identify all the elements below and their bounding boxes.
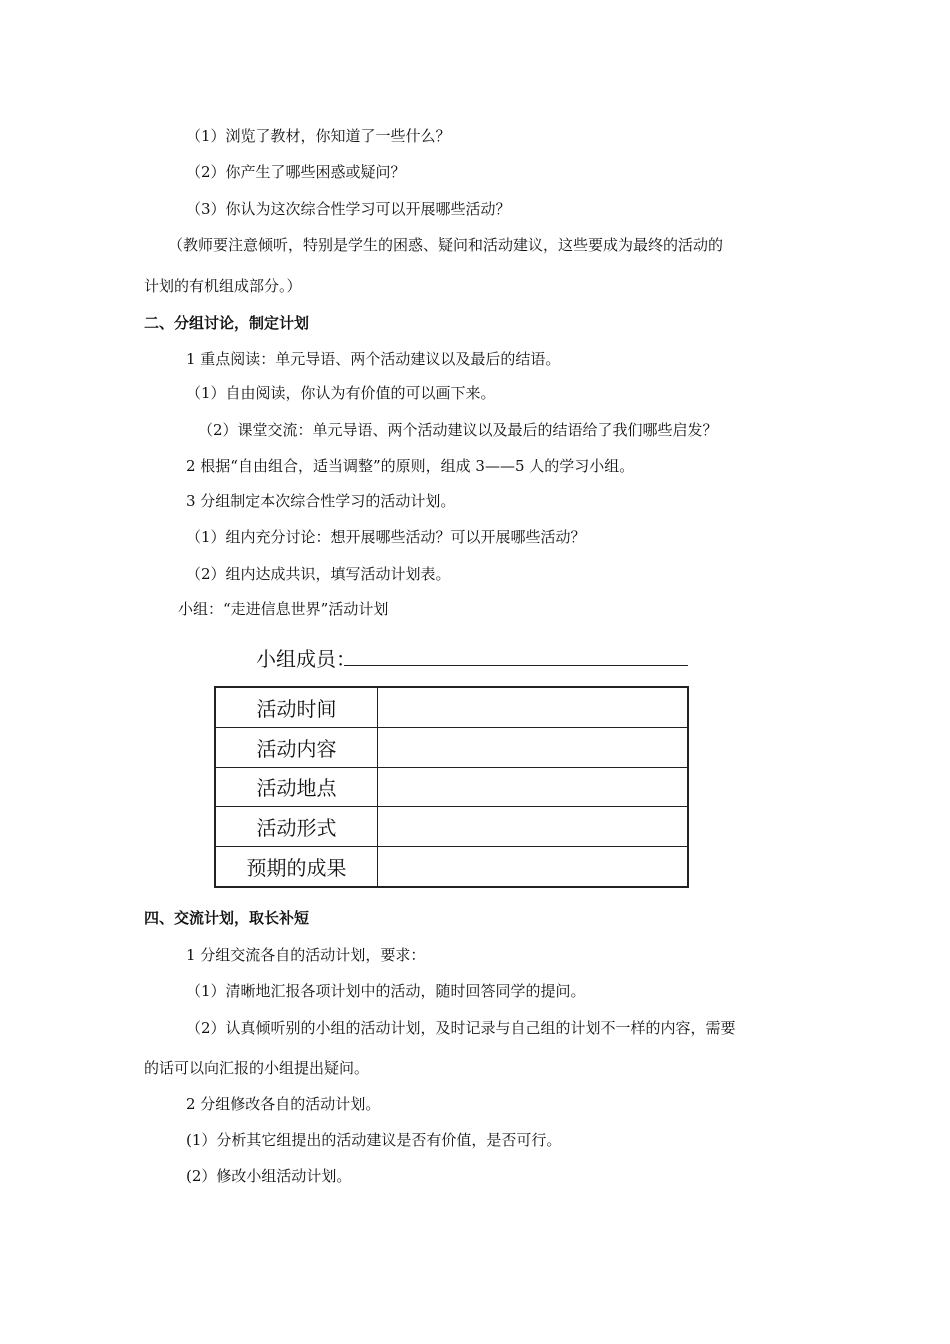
row-label-content: 活动内容 [215,727,378,767]
s2-item1-1: （1）自由阅读，你认为有价值的可以画下来。 [186,384,496,402]
s2-item1-2: （2）课堂交流：单元导语、两个活动建议以及最后的结语给了我们哪些启发？ [198,421,718,439]
table-row [215,687,688,727]
table-row [215,807,688,847]
row-value-content [378,727,689,767]
s4-item1: 1 分组交流各自的活动计划，要求： [186,946,426,964]
s2-item1: 1 重点阅读：单元导语、两个活动建议以及最后的结语。 [186,350,561,368]
row-value-place [378,767,689,807]
table-row [215,847,688,887]
teacher-note-line2: 计划的有机组成部分。） [144,277,302,295]
table-row [215,727,688,767]
section2-heading: 二、分组讨论，制定计划 [144,314,310,332]
activity-plan-table [214,686,689,888]
q1: （1）浏览了教材，你知道了一些什么？ [186,127,451,145]
section4-heading: 四、交流计划，取长补短 [144,909,310,927]
row-value-time [378,687,689,727]
s4-item1-2-line2: 的话可以向汇报的小组提出疑问。 [144,1059,370,1077]
s4-item2-1: (1）分析其它组提出的活动建议是否有价值，是否可行。 [186,1131,562,1149]
row-label-place: 活动地点 [215,767,378,807]
row-value-outcome [378,847,689,887]
s2-item3-2: （2）组内达成共识，填写活动计划表。 [186,565,451,583]
q2: （2）你产生了哪些困惑或疑问？ [186,163,406,181]
member-underline [344,665,688,666]
s4-item2: 2 分组修改各自的活动计划。 [186,1095,381,1113]
table-row [215,767,688,807]
row-label-outcome: 预期的成果 [215,847,378,887]
row-label-time: 活动时间 [215,687,378,727]
teacher-note-line1: （教师要注意倾听，特别是学生的困惑、疑问和活动建议，这些要成为最终的活动的 [168,236,724,254]
s2-item3-1: （1）组内充分讨论：想开展哪些活动？可以开展哪些活动？ [186,528,586,546]
s4-item2-2: (2）修改小组活动计划。 [186,1167,352,1185]
member-label: 小组成员： [256,647,356,671]
s2-item3: 3 分组制定本次综合性学习的活动计划。 [186,492,456,510]
s2-item2: 2 根据“自由组合，适当调整”的原则，组成 3——5 人的学习小组。 [186,457,635,475]
row-value-form [378,807,689,847]
s4-item1-1: （1）清晰地汇报各项计划中的活动，随时回答同学的提问。 [186,982,586,1000]
s4-item1-2-line1: （2）认真倾听别的小组的活动计划，及时记录与自己组的计划不一样的内容，需要 [186,1019,736,1037]
q3: （3）你认为这次综合性学习可以开展哪些活动？ [186,200,511,218]
plan-title: 小组：“走进信息世界”活动计划 [178,600,389,618]
row-label-form: 活动形式 [215,807,378,847]
